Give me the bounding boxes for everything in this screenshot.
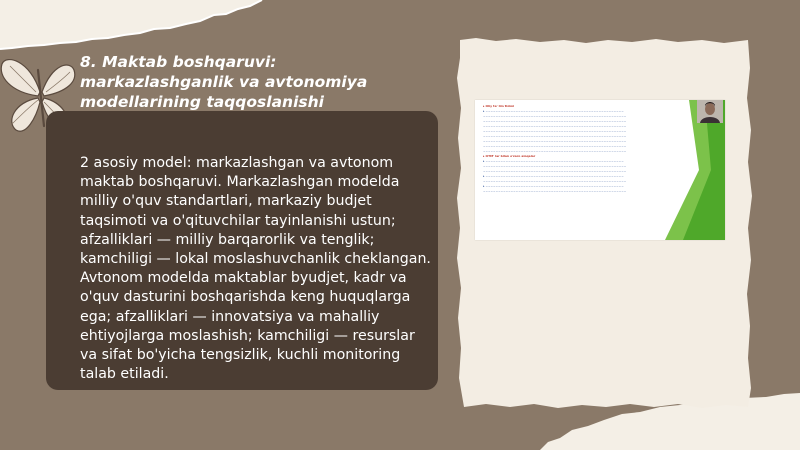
slide-body-text: 2 asosiy model: markazlashgan va avtonom maktab boshqaruvi. Markazlashgan modelda milliy o'quv standartlari, markaziy budjet taqsimoti va o'qituvchilar tayinlanishi ustun; afzalliklari — milliy barqarorlik va tenglik; kamchiligi — lokal moslashuvchanlik cheklangan. Avtonom modelda maktablar byudjet, kadr va o'quv dasturini boshqarishda keng huquqlarga ega; afzalliklari — innovatsiya va mahalliy ehtiyojlarga moslashish; kamchiligi — resurslar va sifat bo'yicha tengsizlik, kuchli monitoring talab etiladi. (80, 155, 431, 383)
webcam-person-icon (697, 100, 723, 123)
slide-title: 8. Maktab boshqaruvi: markazlashganlik va avtonomiya modellarining taqqoslanishi (80, 53, 368, 111)
embedded-slide-thumbnail (475, 100, 725, 240)
thumbnail-text-lines: ▸ Oliy ta' lim tizimi ▸ ~~~~~~~~~~~~~~~~~~~~~~~~~~~~~~~~~~~~~~~~~~~~~~~~~~~~~~~ ~~~~~~~~~~~~~~~~~~~~~~~~~~~~~~~~~~~~~~~~~~~~~~~~~~~~~~~~~ ~~~~~~~~~~~~~~~~~~~~~~~~~~~~~~~~~~~~~~~~~~~~~~~~~~~~~~~~~ ~~~~~~~~~~~~~~~~~~~~~~~~~~~~~~~~~~~~~~~~~~~~~~~~~~~~~~~~~ ~~~~~~~~~~~~~~~~~~~~~~~~~~~~~~~~~~~~~~~~~~~~~~~~~~~~~~~~~ ~~~~~~~~~~~~~~~~~~~~~~~~~~~~~~~~~~~~~~~~~~~~~~~~~~~~~~~~~ ~~~~~~~~~~~~~~~~~~~~~~~~~~~~~~~~~~~~~~~~~~~~~~~~~~~~~~~~~ ~~~~~~~~~~~~~~~~~~~~~~~~~~~~~~~~~~~~~~~~~~~~~~~~~~~~~~~~~ ~~~~~~~~~~~~~~~~~~~~~~~~~~~~~~~~~~~~~~~~~~~~~~~~~~~~~~~~~ ▸ OTM' lar bilan o'zaro aloqalar ▸ ~~~~~~~~~~~~~~~~~~~~~~~~~~~~~~~~~~~~~~~~~~~~~~~~~~~~~~~ ~~~~~~~~~~~~~~~~~~~~~~~~~~~~~~~~~~~~~~~~~~~~~~~~~~~~~~~~~ ~~~~~~~~~~~~~~~~~~~~~~~~~~~~~~~~~~~~~~~~~~~~~~~~~~~~~~~~~ ▸ ~~~~~~~~~~~~~~~~~~~~~~~~~~~~~~~~~~~~~~~~~~~~~~~~~~~~~~~ ~~~~~~~~~~~~~~~~~~~~~~~~~~~~~~~~~~~~~~~~~~~~~~~~~~~~~~~~~ ▸ ~~~~~~~~~~~~~~~~~~~~~~~~~~~~~~~~~~~~~~~~~~~~~~~~~~~~~~~ ~~~~~~~~~~~~~~~~~~~~~~~~~~~~~~~~~~~~~~~~~~~~~~~~~~~~~~~~~ (483, 104, 627, 193)
